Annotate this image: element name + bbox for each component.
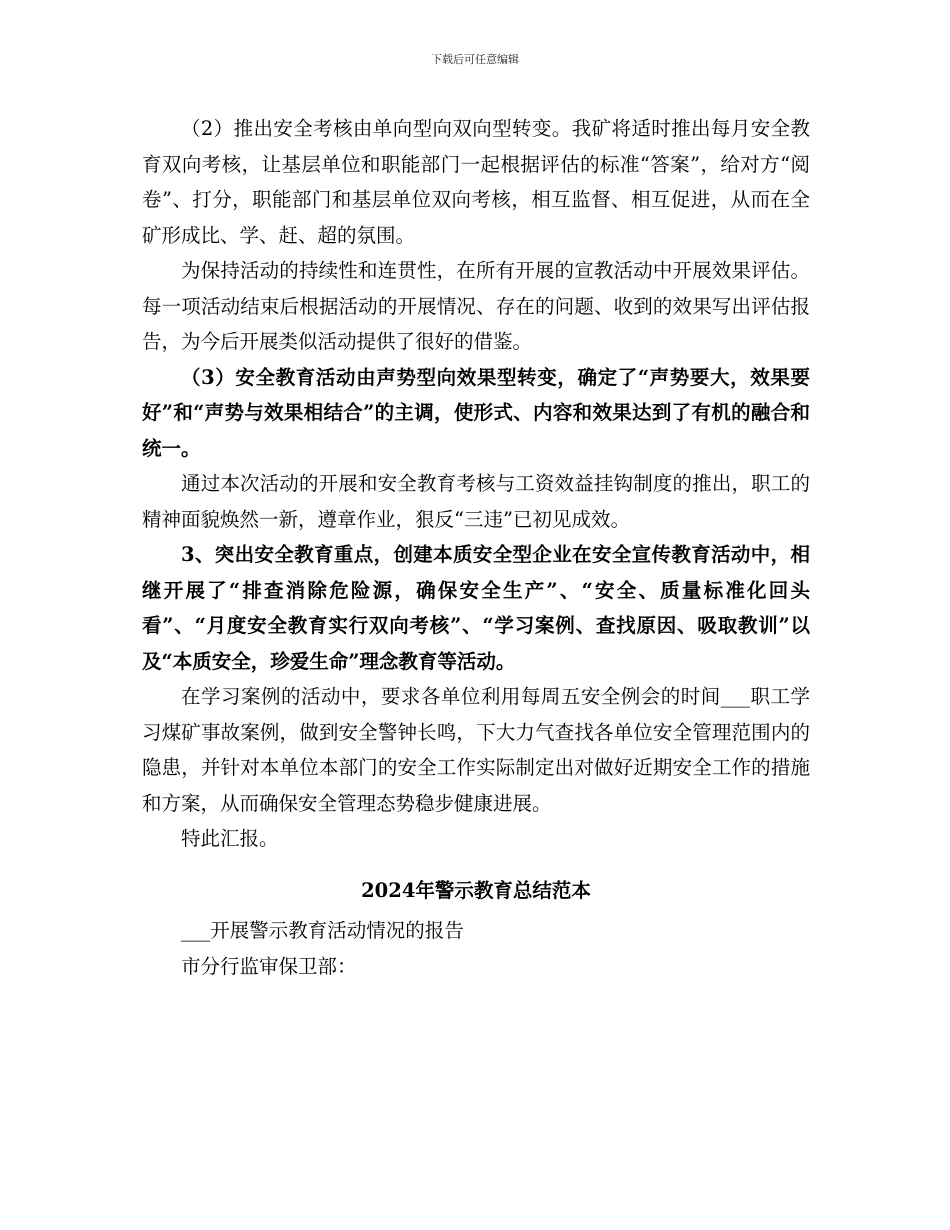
document-body (142, 111, 810, 984)
document-addressee: 市分行监审保卫部： (181, 954, 357, 978)
document-title: 2024年警示教育总结范本 (361, 878, 591, 902)
paragraph-results: 通过本次活动的开展和安全教育考核与工资效益挂钩制度的推出，职工的精神面貌焕然一新，遵章作业，狠反“三违”已初见成效。 (142, 472, 810, 531)
paragraph-education-shift: （3）安全教育活动由声势型向效果型转变，确定了“声势要大，效果要好”和“声势与效果相结合”的主调，使形式、内容和效果达到了有机的融合和统一。 (142, 365, 810, 460)
document-subtitle: ___开展警示教育活动情况的报告 (181, 919, 464, 942)
paragraph-assessment-shift: （2）推出安全考核由单向型向双向型转变。我矿将适时推出每月安全教育双向考核，让基层单位和职能部门一起根据评估的标准“答案”，给对方“阅卷”、打分，职能部门和基层单位双向考核，相互监督、相互促进，从而在全矿形成比、学、赶、超的氛围。 (142, 117, 810, 247)
paragraph-key-points: 3、突出安全教育重点，创建本质安全型企业在安全宣传教育活动中，相继开展了“排查消除危险源，确保安全生产”、“安全、质量标准化回头看”、“月度安全教育实行双向考核”、“学习案例、查找原因、吸取教训”以及“本质安全，珍爱生命”理念教育等活动。 (142, 543, 810, 673)
page-header: 下载后可任意编辑 (431, 53, 519, 66)
paragraph-closing: 特此汇报。 (181, 827, 279, 850)
paragraph-case-study: 在学习案例的活动中，要求各单位利用每周五安全例会的时间___职工学习煤矿事故案例，做到安全警钟长鸣，下大力气查找各单位安全管理范围内的隐患，并针对本单位本部门的安全工作实际制定出对做好近期安全工作的措施和方案，从而确保安全管理态势稳步健康进展。 (142, 685, 810, 815)
paragraph-effect-evaluation: 为保持活动的持续性和连贯性，在所有开展的宣教活动中开展效果评估。每一项活动结束后根据活动的开展情况、存在的问题、收到的效果写出评估报告，为今后开展类似活动提供了很好的借鉴。 (142, 259, 810, 353)
